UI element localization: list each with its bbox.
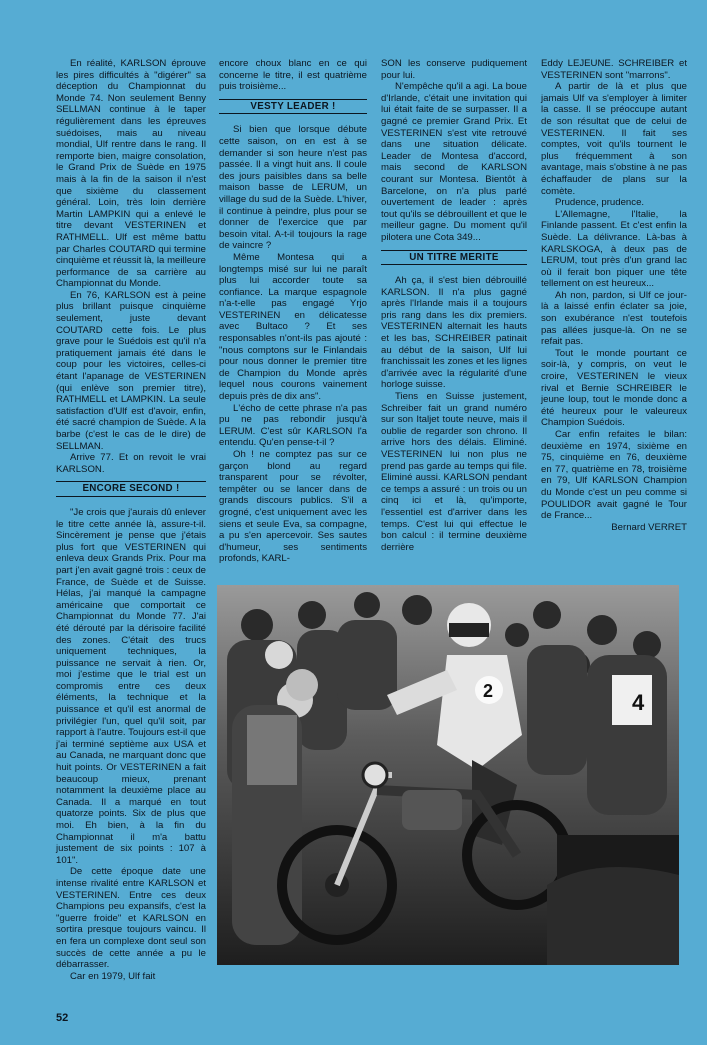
section-heading-vesty-leader: VESTY LEADER !: [219, 99, 367, 115]
paragraph: L'écho de cette phrase n'a pas pu ne pas rebondir jusqu'à LERUM. C'est sûr KARLSON l'a entendu. Qu'en pense-t-il ?: [219, 402, 367, 449]
plate-number: 4: [632, 690, 645, 715]
paragraph: SON les conserve pudiquement pour lui.: [381, 58, 527, 81]
paragraph: L'Allemagne, l'Italie, la Finlande passent. Et c'est enfin la Suède. La délivrance. Là-bas à KARLSKOGA, à deux pas de LERUM, tout près d'un grand lac où il ferait bon piquer une tête tellement on est heureux...: [541, 208, 687, 290]
paragraph: Tout le monde pourtant ce soir-là, y compris, on veut le croire, VESTERINEN le vieux rival et Bernie SCHREIBER le jeune loup, tout le monde donc a été heureux pour le valeureux Champion Suédois.: [541, 347, 687, 429]
paragraph: En 76, KARLSON est à peine plus brillant puisque cinquième seulement, juste devant COUTARD cette fois. Le plus grave pour le Suédois est qu'il n'a pratiquement jamais été dans le coup pour les victoires, celles-ci étant l'apanage de VESTERINEN (qui enlève son premier titre), RATHMELL et LAMPKIN. La seule satisfaction d'Ulf est d'avoir, enfin, été sacré champion de Suède. A la barbe (c'est le cas de le dire) de SELLMAN.: [56, 289, 206, 452]
section-heading-encore-second: ENCORE SECOND !: [56, 481, 206, 497]
paragraph: A partir de là et plus que jamais Ulf va s'employer à limiter la casse. Il se préoccupe autant de son résultat que de celui de VESTERINEN. Il fait ses comptes, voit qu'ils tournent le plus fréquemment à son avantage, mais s'obstine à ne pas échaffauder de plans sur la comète.: [541, 81, 687, 197]
trial-rider-photo: [217, 585, 679, 965]
page-number: 52: [56, 1012, 69, 1024]
paragraph: Eddy LEJEUNE. SCHREIBER et VESTERINEN sont "marrons".: [541, 58, 687, 81]
paragraph: Arrive 77. Et on revoit le vrai KARLSON.: [56, 452, 206, 475]
paragraph: Si bien que lorsque débute cette saison, on en est à se demander si son heure n'est pas passée. Il a vingt huit ans. Il coule des jours paisibles dans sa belle maison basse de LERUM, un village du sud de la Suède. L'hiver, il continue à peindre, plus pour se donner de l'exercice que par besoin vital. A-t-il toujours la rage de vaincre ?: [219, 124, 367, 252]
paragraph: Car en 1979, Ulf fait: [70, 970, 156, 982]
section-heading-un-titre-merite: UN TITRE MERITE: [381, 250, 527, 266]
paragraph: Même Montesa qui a longtemps misé sur lui ne paraît plus lui accorder toute sa confiance. La marque espagnole n'a-t-elle pas engagé Yrjo VESTERINEN en délicatesse avec Bultaco ? Et ses responsables n'ont-ils pas ajouté : "nous comptons sur le Finlandais pour nous donner le premier titre de Champion du Monde après lequel nous courons vainement depuis près de dix ans".: [219, 251, 367, 403]
column-3: [381, 58, 527, 553]
paragraph: N'empêche qu'il a agi. La boue d'Irlande, c'était une invitation qui lui était faite de se surpasser. Il a gagné ce premier Grand Prix. Et VESTERINEN s'est vite retrouvé dans une situation délicate. Leader de Montesa d'accord, mais second de KARLSON courant sur Montesa. Bientôt à Barcelone, on n'a plus parlé ouvertement de leader : après tout qu'ils se débrouillent et que le meilleur gagne. Du moment qu'il pilotera une Cota 349...: [381, 81, 527, 243]
paragraph: Ah ça, il s'est bien débrouillé KARLSON. Il n'a plus gagné après l'Irlande mais il a toujours pris rang dans les dix premiers. VESTERINEN alternait les hauts et les bas, SCHREIBER patinait au début de la saison, Ulf lui franchissait les zones et les lignes d'arrivée avec la régularité d'une horloge suisse.: [381, 275, 527, 391]
rider-number: 2: [483, 681, 494, 701]
column-1: [56, 58, 206, 982]
photo-illustration: [217, 585, 679, 965]
paragraph: En réalité, KARLSON éprouve les pires difficultés à "digérer" sa déception du Championnat du Monde 74. Non seulement Benny SELLMAN continue à le taper régulièrement dans les épreuves suédoises, mais au niveau mondial, Ulf rentre dans le rang. Il remporte bien, maigre consolation, le Grand Prix de Suède en 1975 mais à la fin de la saison il n'est que sixième du classement général. Loin, très loin derrière Martin LAMPKIN qui a enlevé le titre devant VESTERINEN et RATHMELL. Ulf est même battu par Charles COUTARD qui termine cinquième et réussit là, la meilleure performance de sa carrière au Championnat du Monde.: [56, 58, 206, 290]
column-2: [219, 58, 367, 565]
paragraph: encore choux blanc en ce qui concerne le titre, il est quatrième puis troisième...: [219, 58, 367, 93]
author-signature: Bernard VERRET: [611, 521, 687, 533]
column-4: [541, 58, 687, 533]
paragraph: Tiens en Suisse justement, Schreiber fait un grand numéro sur son Italjet toute neuve, mais il oublie de regarder son chrono. Il arrive hors des délais. Eliminé. VESTERINEN lui non plus ne prend pas garde au temps qui file. Eliminé aussi. KARLSON pendant ce temps a assuré : un trois ou un cinq ici et là, qu'importe, l'essentiel est d'arriver dans les temps. C'est lui qui effectue le bon calcul : il termine deuxième derrière: [381, 391, 527, 553]
paragraph: Prudence, prudence.: [555, 197, 645, 209]
paragraph: "Je crois que j'aurais dû enlever le titre cette année là, assure-t-il. Sincèrement je pense que j'étais plus fort que VESTERINEN qui enleva deux Grands Prix. Pour ma part j'en avait gagné trois : ceux de France, de Suède et de Suisse. Hélas, j'ai manqué la campagne américaine que comportait ce Championnat du Monde 77. J'ai été dérouté par la dérisoire facilité des zones. C'était des trucs uniquement techniques, la puissance ne servait à rien. Or, moi j'estime que le trial est un compromis entre ces deux éléments, la technique et la puissance et qu'il est anormal de privilégier l'un, quel qu'il soit, par rapport à l'autre. Toujours est-il que j'ai terminé septième aux USA et au Canada, ne marquant donc que huit points. Or VESTERINEN a fait beaucoup mieux, prenant notamment la deuxième place au Canada. Il a marqué en tout quatorze points. Six de plus que moi. Eh bien, à la fin du Championnat il m'a battu justement de six points : 107 à 101".: [56, 506, 206, 866]
paragraph: Ah non, pardon, si Ulf ce jour-là a laissé enfin éclater sa joie, son exubérance n'est toutefois pas allées jusque-là. On ne se refait pas.: [541, 289, 687, 348]
paragraph: Car enfin refaites le bilan: deuxième en 1974, sixième en 75, cinquième en 76, deuxième en 77, quatrième en 78, troisième en 79, Ulf KARLSON Champion du Monde c'est un peu comme si POULIDOR avait gagné le Tour de France...: [541, 429, 687, 522]
paragraph: De cette époque date une intense rivalité entre KARLSON et VESTERINEN. Entre ces deux Champions peu expansifs, c'est la "guerre froide" et KARLSON en sortira presque toujours vaincu. Il en fera un complexe dont seul son succès de cette année a pu le débarrasser.: [56, 866, 206, 971]
paragraph: Oh ! ne comptez pas sur ce garçon blond au regard transparent pour se révolter, tempêter ou se lancer dans de grands discours publics. S'il a grogné, c'est uniquement avec les siens et seule Eva, sa compagne, a pu s'en apercevoir. Ses sautes d'humeur, ses sentiments profonds, KARL-: [219, 449, 367, 565]
